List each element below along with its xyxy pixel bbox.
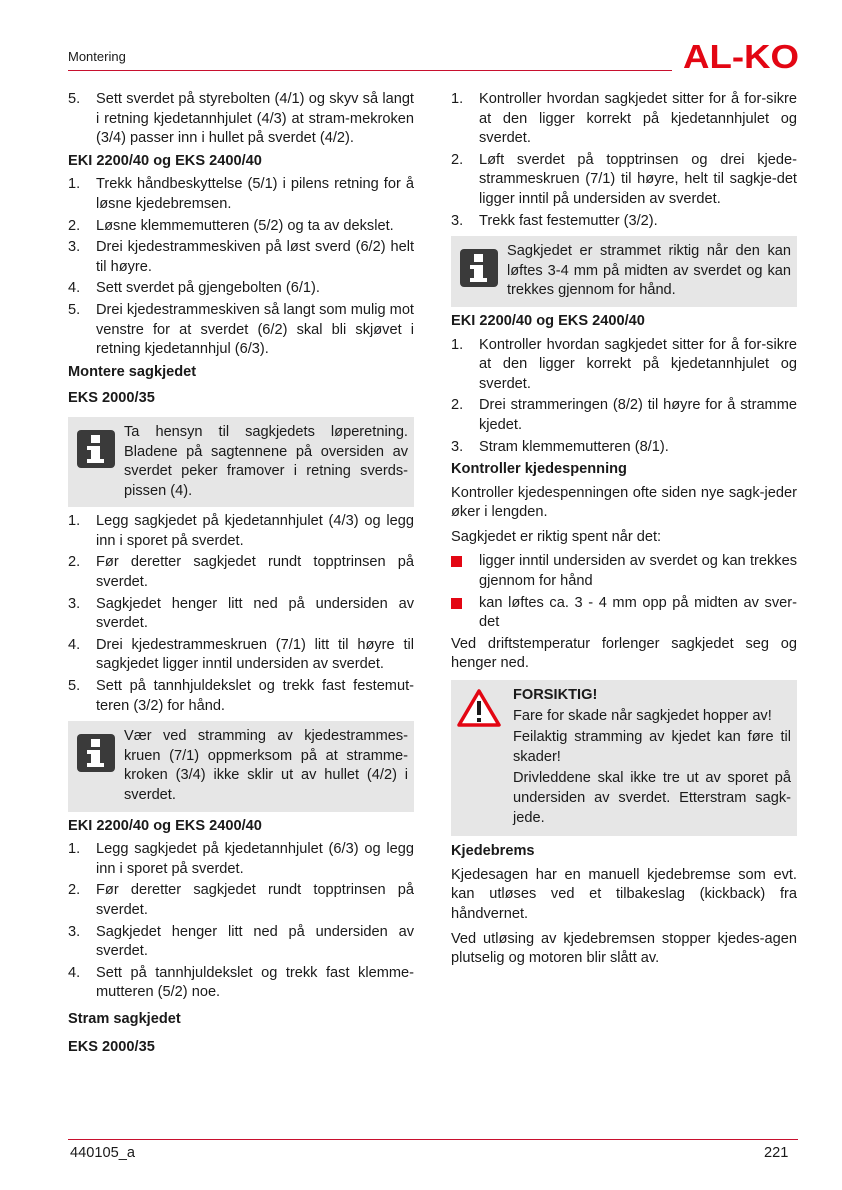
info-note: [68, 417, 414, 507]
eks-steps: [68, 512, 414, 716]
warning-line: Drivleddene skal ikke tre ut av sporet på undersiden av sverdet. Etterstram sagk-jede.: [513, 770, 791, 826]
section-heading: EKI 2200/40 og EKS 2400/40: [68, 817, 262, 834]
note-text: Sagkjedet er strammet riktig når den kan løftes 3-4 mm på midten av sverdet og kan trekkes gjennom for hånd.: [507, 243, 791, 299]
list-item: 1. Kontroller hvordan sagkjedet sitter for å for-sikre at den ligger korrekt på kjedetannhjulet og sverdet.: [451, 336, 797, 392]
left-column: [68, 90, 414, 1065]
warning-line: Fare for skade når sagkjedet hopper av!: [513, 707, 772, 724]
alko-logo: [683, 40, 799, 72]
list-item: 3. Trekk fast festemutter (3/2).: [451, 212, 658, 229]
intro-steps: [68, 90, 414, 149]
paragraph: Kontroller kjedespenningen ofte siden nye sagk-jeder øker i lengden.: [451, 484, 797, 521]
info-icon: [76, 733, 116, 773]
list-item: 2. Før deretter sagkjedet rundt topptrinsen på sverdet.: [68, 882, 414, 918]
section-heading: EKS 2000/35: [68, 1038, 155, 1055]
paragraph: Ved driftstemperatur forlenger sagkjedet seg og henger ned.: [451, 635, 797, 672]
section-heading: EKS 2000/35: [68, 390, 155, 407]
list-item: 1. Kontroller hvordan sagkjedet sitter for å for-sikre at den ligger korrekt på kjedetannhjulet og sverdet.: [451, 91, 797, 147]
warning-note: [451, 680, 797, 836]
list-item: 2. Før deretter sagkjedet rundt topptrinsen på sverdet.: [68, 554, 414, 591]
header-rule: [68, 70, 672, 71]
eki-steps-2: [68, 840, 414, 1003]
note-text: Ta hensyn til sagkjedets løperetning. Bladene på sagtennene på oversiden av sverdet peker framover i retning sverds-pissen (4).: [124, 423, 408, 499]
paragraph: Kjedesagen har en manuell kjedebremse som evt. kan utløses ved et tilbakeslag (kickback) fra håndvernet.: [451, 866, 797, 922]
section-heading: EKI 2200/40 og EKS 2400/40: [68, 152, 262, 169]
list-item: 3. Sagkjedet henger litt ned på undersiden av sverdet.: [68, 923, 414, 960]
page-number: 221: [764, 1145, 789, 1161]
list-item: ligger inntil undersiden av sverdet og kan trekkes gjennom for hånd: [451, 552, 797, 591]
page-header: [0, 0, 842, 80]
list-item: 1. Legg sagkjedet på kjedetannhjulet (4/3) og legg inn i sporet på sverdet.: [68, 513, 414, 549]
list-item: 4. Sett sverdet på gjengebolten (6/1).: [68, 280, 320, 297]
section-heading: EKI 2200/40 og EKS 2400/40: [451, 312, 645, 329]
bullet-square-icon: [451, 598, 462, 609]
list-item: 3. Stram klemmemutteren (8/1).: [451, 438, 669, 455]
section-heading: Kjedebrems: [451, 843, 535, 860]
list-item: 3. Drei kjedestrammeskiven på løst sverd (6/2) helt til høyre.: [68, 239, 414, 275]
bullet-square-icon: [451, 556, 462, 567]
list-item: 5. Drei kjedestrammeskiven så langt som mulig mot venstre for at sverdet (6/2) skal bli skjøvet i retning kjedetannhjul (6/3).: [68, 301, 414, 358]
stram-steps-1: [451, 90, 797, 231]
list-item: 2. Drei strammeringen (8/2) til høyre for å stramme kjedet.: [451, 397, 797, 433]
section-heading: Stram sagkjedet: [68, 1010, 181, 1027]
warning-body: [513, 686, 791, 830]
footer-rule: [68, 1139, 798, 1140]
info-note: [68, 721, 414, 811]
right-column: [451, 90, 797, 974]
warning-line: Feilaktig stramming av kjedet kan føre til skader!: [513, 729, 791, 765]
list-item: 2. Løft sverdet på topptrinsen og drei kjede-strammeskruen (7/1) til høyre, helt til sagkje-det ligger inntil på undersiden av sverdet.: [451, 151, 797, 207]
eki-steps-1: [68, 175, 414, 359]
list-item: 3. Sagkjedet henger litt ned på undersiden av sverdet.: [68, 595, 414, 632]
list-item: kan løftes ca. 3 - 4 mm opp på midten av sver-det: [451, 594, 797, 633]
bullet-list: [451, 552, 797, 632]
list-item: 5. Sett sverdet på styrebolten (4/1) og skyv så langt i retning kjedetannhjulet (4/3) at stram-mekroken (3/4) passer inn i hullet på sverdet (4/2).: [68, 91, 414, 147]
section-heading: Kontroller kjedespenning: [451, 461, 627, 478]
info-note: [451, 236, 797, 307]
info-icon: [76, 429, 116, 469]
logo-text: AL-KO: [683, 40, 799, 72]
list-item: 1. Trekk håndbeskyttelse (5/1) i pilens retning for å løsne kjedebremsen.: [68, 176, 414, 212]
section-label: Montering: [68, 49, 126, 64]
paragraph: Ved utløsing av kjedebremsen stopper kjedes-agen plutselig og motoren blir slått av.: [451, 930, 797, 967]
list-item: 1. Legg sagkjedet på kjedetannhjulet (6/3) og legg inn i sporet på sverdet.: [68, 841, 414, 877]
warning-title: FORSIKTIG!: [513, 687, 598, 704]
info-icon: [459, 248, 499, 288]
section-heading: Montere sagkjedet: [68, 363, 197, 380]
document-number: 440105_a: [70, 1145, 135, 1161]
list-item: 4. Drei kjedestrammeskruen (7/1) litt til høyre til sagkjedet ligger inntil undersiden av sverdet.: [68, 636, 414, 673]
note-text: Vær ved stramming av kjedestrammes-kruen (7/1) oppmerksom på at stramme-kroken (3/4) ikke sklir ut av hullet (4/2) i sverdet.: [124, 728, 408, 803]
list-item: 4. Sett på tannhjuldekslet og trekk fast klemme-mutteren (5/2) noe.: [68, 964, 414, 1001]
warning-icon: [457, 688, 501, 728]
stram-steps-2: [451, 336, 797, 458]
list-item: 2. Løsne klemmemutteren (5/2) og ta av dekslet.: [68, 217, 394, 234]
paragraph: Sagkjedet er riktig spent når det:: [451, 528, 662, 545]
list-item: 5. Sett på tannhjuldekslet og trekk fast festemut-teren (3/2) for hånd.: [68, 678, 414, 714]
